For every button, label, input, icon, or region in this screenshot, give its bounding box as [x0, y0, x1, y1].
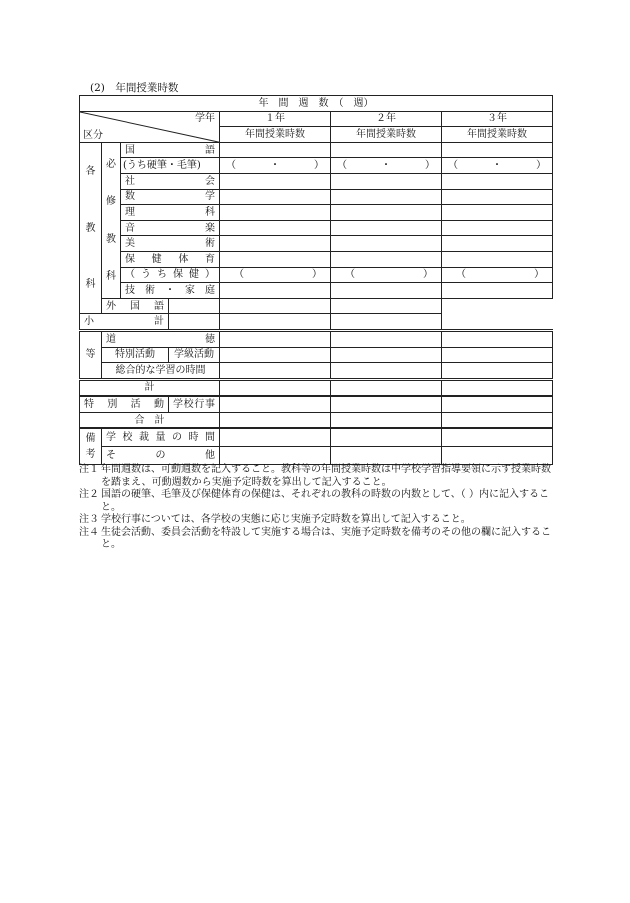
group-char: 科 [85, 279, 96, 291]
row-label-shakai: 社 会 [121, 173, 220, 189]
cell-paren[interactable]: （ ・ ） [442, 158, 553, 174]
grade-label: 学年 [195, 112, 215, 124]
cell[interactable] [331, 347, 442, 363]
row-label-sougou: 総合的な学習の時間 [102, 363, 220, 380]
cell[interactable] [220, 189, 331, 205]
cell[interactable] [442, 363, 553, 380]
cell[interactable] [442, 347, 553, 363]
cell[interactable] [331, 251, 442, 267]
cell[interactable] [442, 447, 553, 465]
group-char: 教 [85, 222, 96, 234]
cell[interactable] [442, 220, 553, 236]
grade-category-corner [80, 111, 220, 142]
group-char: 各 [85, 165, 96, 177]
note-text: 学校行事については、各学校の実態に応じ実施予定時数を算出して記入すること。 [101, 514, 471, 525]
notes [79, 464, 557, 552]
cell-paren[interactable]: （ ） [220, 267, 331, 283]
cell[interactable] [220, 396, 331, 412]
note-text: 国語の硬筆、毛筆及び保健体育の保健は、それぞれの教科の時数の内数として、（ ）内に記入すること。 [101, 489, 549, 513]
cell[interactable] [331, 447, 442, 465]
row-label-tokubetsu-2: 特別活動 [80, 396, 169, 412]
grade-3-header: ３年 [442, 111, 553, 127]
cell[interactable] [331, 396, 442, 412]
cell[interactable] [442, 205, 553, 221]
group-label-kakukyouka [80, 142, 102, 314]
category-label: 区分 [83, 129, 103, 141]
group-label-bikou [80, 428, 102, 465]
row-label-tokubetsu: 特別活動 [102, 347, 169, 363]
note-label: 注４ [79, 526, 99, 538]
cell[interactable] [220, 412, 331, 428]
cell[interactable] [442, 396, 553, 412]
group-label-tou: 等 [80, 330, 102, 379]
cell[interactable] [331, 283, 442, 299]
grade-1-header: １年 [220, 111, 331, 127]
cell[interactable] [442, 236, 553, 252]
cell[interactable] [220, 428, 331, 447]
cell[interactable] [442, 251, 553, 267]
group-char: 備 [85, 433, 96, 445]
cell[interactable] [331, 379, 442, 396]
row-label-suugaku: 数 学 [121, 189, 220, 205]
section-title: (2) 年間授業時数 [90, 82, 179, 94]
row-label-kei: 計 [80, 379, 220, 396]
cell[interactable] [331, 412, 442, 428]
grade-2-subheader: 年間授業時数 [331, 127, 442, 143]
note-3 [79, 514, 557, 527]
cell[interactable] [331, 189, 442, 205]
note-label: 注３ [79, 514, 99, 525]
annual-hours-table [79, 95, 553, 465]
cell[interactable] [331, 205, 442, 221]
cell[interactable] [442, 283, 553, 299]
cell[interactable] [220, 347, 331, 363]
row-label-kokugo-sub: (うち硬筆・毛筆) [121, 158, 220, 174]
cell[interactable] [220, 330, 331, 347]
note-text: 年間週数は、可動週数を記入すること。教科等の年間授業時数は中学校学習指導要領に示す授業時数を踏まえ、可動週数から実施予定時数を算出して記入すること。 [101, 464, 551, 488]
cell[interactable] [331, 173, 442, 189]
cell[interactable] [331, 236, 442, 252]
row-label-kokugo: 国 語 [121, 142, 220, 158]
note-label: 注１ [79, 464, 99, 475]
row-label-sonota: そ の 他 [102, 447, 220, 465]
cell[interactable] [331, 142, 442, 158]
cell[interactable] [169, 314, 220, 331]
cell[interactable] [220, 236, 331, 252]
group-char: 必 [106, 158, 116, 170]
cell[interactable] [169, 298, 220, 314]
cell[interactable] [220, 142, 331, 158]
note-1 [79, 464, 557, 489]
row-label-gaikoku: 外 国 語 [102, 298, 169, 314]
row-label-sairyou: 学校裁量の時間 [102, 428, 220, 447]
group-char: 考 [85, 449, 96, 461]
cell[interactable] [331, 298, 442, 314]
cell[interactable] [220, 379, 331, 396]
group-char: 修 [106, 196, 116, 207]
group-char: 教 [106, 233, 116, 245]
cell[interactable] [220, 447, 331, 465]
group-label-hisshuu [102, 142, 121, 298]
cell-paren[interactable]: （ ） [331, 267, 442, 283]
row-label-hoken-sub: （うち保健） [121, 267, 220, 283]
cell[interactable] [220, 298, 331, 314]
cell-paren[interactable]: （ ） [442, 267, 553, 283]
row-label-ongaku: 音 楽 [121, 220, 220, 236]
cell-paren[interactable]: （ ・ ） [220, 158, 331, 174]
weeks-header: 年 間 週 数 （ 週） [80, 96, 553, 112]
row-label-gakkou-gyouji: 学校行事 [169, 396, 220, 412]
note-4 [79, 527, 557, 552]
cell[interactable] [442, 428, 553, 447]
cell[interactable] [220, 283, 331, 299]
row-label-bijutsu: 美 術 [121, 236, 220, 252]
cell[interactable] [220, 363, 331, 380]
cell[interactable] [331, 363, 442, 380]
cell[interactable] [442, 189, 553, 205]
cell[interactable] [331, 220, 442, 236]
row-label-gijutsu: 技術・家庭 [121, 283, 220, 299]
grade-1-subheader: 年間授業時数 [220, 127, 331, 143]
cell[interactable] [220, 314, 331, 331]
cell[interactable] [442, 412, 553, 428]
grade-2-header: ２年 [331, 111, 442, 127]
cell[interactable] [442, 142, 553, 158]
row-label-rika: 理 科 [121, 205, 220, 221]
group-char: 科 [106, 271, 116, 282]
grade-3-subheader: 年間授業時数 [442, 127, 553, 143]
cell[interactable] [442, 173, 553, 189]
cell[interactable] [442, 379, 553, 396]
cell[interactable] [220, 173, 331, 189]
cell[interactable] [220, 220, 331, 236]
row-label-gakkyuu: 学級活動 [169, 347, 220, 363]
cell[interactable] [331, 330, 442, 347]
note-label: 注２ [79, 489, 99, 500]
cell[interactable] [331, 428, 442, 447]
row-label-shoukei: 小 計 [80, 314, 169, 331]
cell[interactable] [331, 314, 442, 331]
cell[interactable] [442, 330, 553, 347]
row-label-doutoku: 道 徳 [102, 330, 220, 347]
row-label-goukei: 合 計 [80, 412, 220, 428]
cell[interactable] [220, 251, 331, 267]
note-2 [79, 489, 557, 514]
cell-paren[interactable]: （ ・ ） [331, 158, 442, 174]
row-label-hoken: 保 健 体 育 [121, 251, 220, 267]
cell[interactable] [220, 205, 331, 221]
note-text: 生徒会活動、委員会活動を特設して実施する場合は、実施予定時数を備考のその他の欄に記入すること。 [101, 526, 551, 550]
